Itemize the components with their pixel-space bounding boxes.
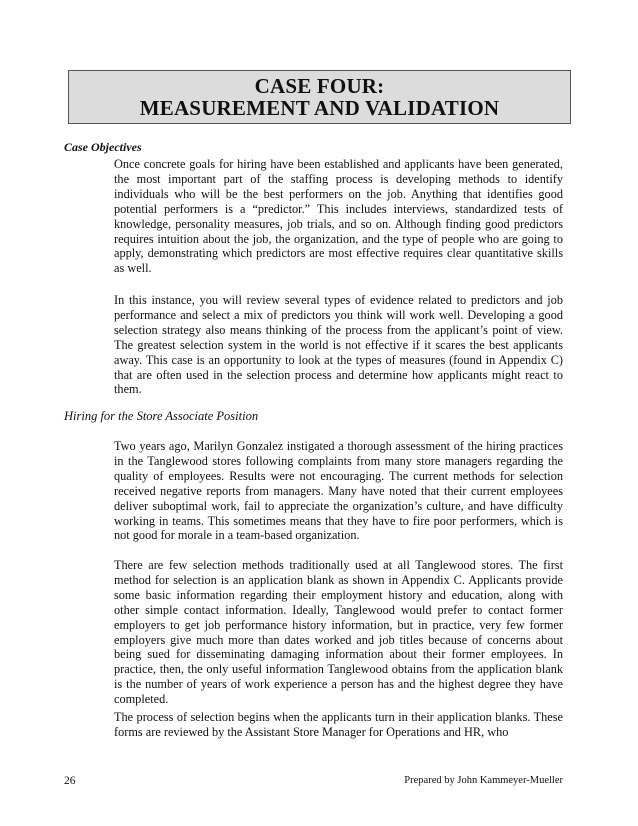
section-heading-case-objectives: Case Objectives [64,140,142,154]
paragraph-hiring-assessment: Two years ago, Marilyn Gonzalez instigated a thorough assessment of the hiring practices in the Tanglewood stores following complaints from many store managers regarding the quality of employees. Results were not encouraging. The current methods for selection received negative reports from managers. Many have noted that their current employees deliver suboptimal work, fail to appreciate the organization’s culture, and have difficulty working in teams. This sometimes means that they have to fire poor performers, which is not good for morale in a team-based organization. [114,439,563,543]
section-heading-hiring: Hiring for the Store Associate Position [64,409,259,423]
paragraph-selection-methods: There are few selection methods traditionally used at all Tanglewood stores. The first method for selection is an application blank as shown in Appendix C. Applicants provide some basic information regarding their employment history and education, along with other simple contact information. Ideally, Tanglewood would prefer to contact former employers to get job performance history information, but in practice, very few former employers give much more than dates worked and job titles because of concerns about being sued for disseminating damaging information about their former employees. In practice, then, the only useful information Tanglewood obtains from the application blank is the number of years of work experience a person has and the highest degree they have completed. [114,558,563,707]
paragraph-objectives-intro: Once concrete goals for hiring have been established and applicants have been generated, the most important part of the staffing process is developing methods to identify individuals who will be the best performers on the job. Anything that identifies good potential performers is a “predictor.” This includes interviews, standardized tests of knowledge, personality measures, job trials, and so on. Although finding good predictors requires intuition about the job, the organization, and the type of people who are going to apply, demonstrating which predictors are most effective requires clear quantitative skills as well. [114,157,563,276]
page-number: 26 [64,775,76,787]
case-title-line2: MEASUREMENT AND VALIDATION [139,96,500,120]
case-title-line1: CASE FOUR: [254,74,385,98]
paragraph-selection-process: The process of selection begins when the applicants turn in their application blanks. These forms are reviewed by the Assistant Store Manager for Operations and HR, who [114,710,563,739]
case-title-box [68,70,571,124]
footer-credit: Prepared by John Kammeyer-Mueller [404,775,563,786]
paragraph-objectives-instance: In this instance, you will review several types of evidence related to predictors and job performance and select a mix of predictors you think will work well. Developing a good selection strategy also means thinking of the process from the applicant’s point of view. The greatest selection system in the world is not effective if it scares the best applicants away. This case is an opportunity to look at the types of measures (found in Appendix C) that are often used in the selection process and determine how applicants might react to them. [114,293,563,397]
